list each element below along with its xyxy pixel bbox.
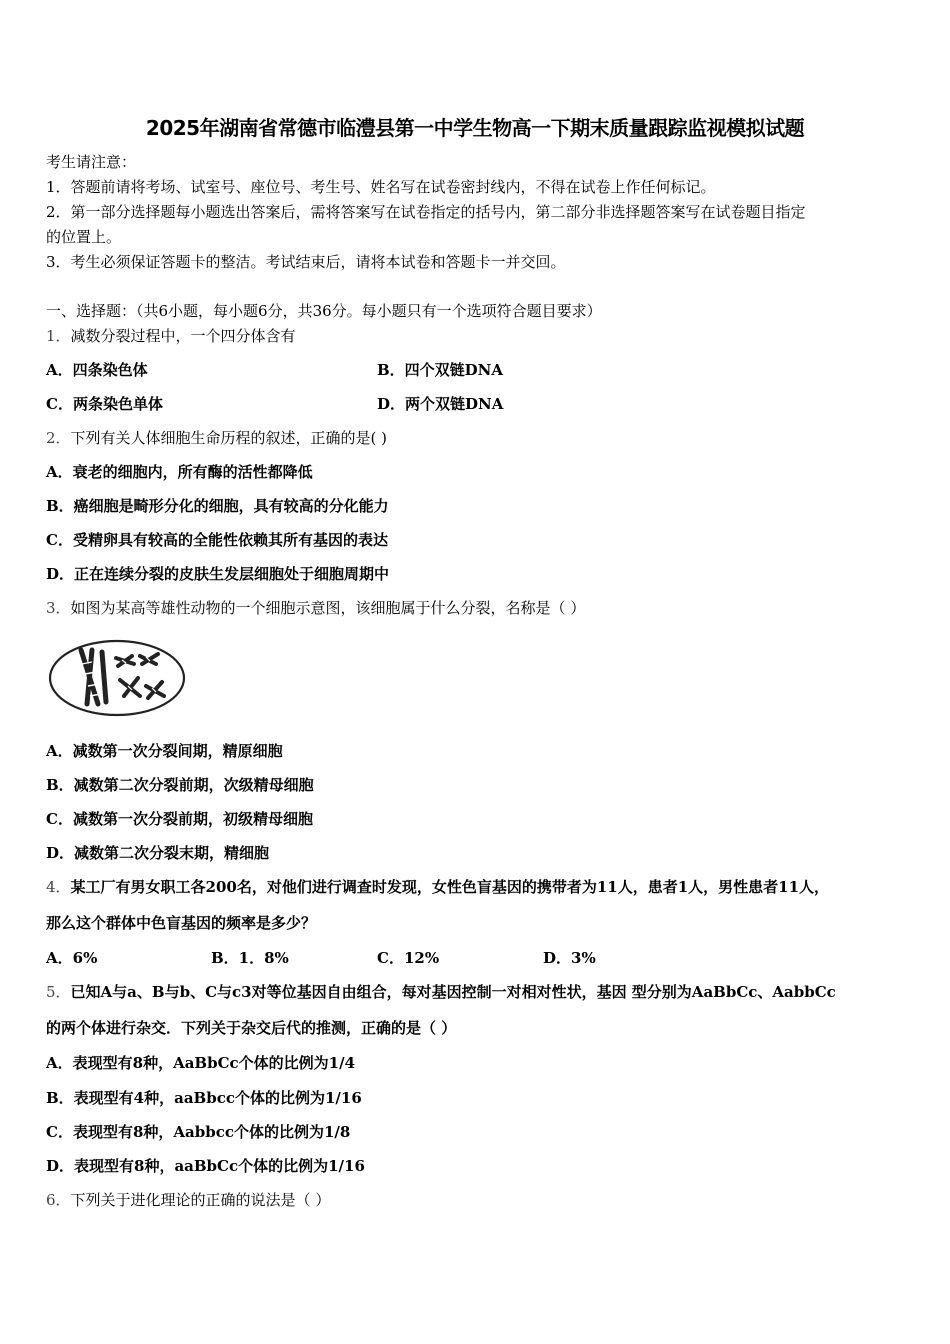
cell-membrane [50,641,184,715]
q1-option-b[interactable]: B．四个双链DNA [377,361,504,379]
q3-option-c[interactable]: C．减数第一次分裂前期，初级精母细胞 [46,810,313,828]
q4-option-a[interactable]: A．6% [46,949,98,967]
notice-item-3: 3．考生必须保证答题卡的整洁。考试结束后，请将本试卷和答题卡一并交回。 [46,253,566,271]
question-stem: 减数分裂过程中，一个四分体含有 [70,327,296,345]
q1-option-c[interactable]: C．两条染色单体 [46,395,163,413]
question-6 [46,1190,330,1210]
q3-option-a[interactable]: A．减数第一次分裂间期，精原细胞 [46,742,283,760]
q5-option-a[interactable]: A．表现型有8种，AaBbCc个体的比例为1/4 [46,1054,356,1072]
question-number: 3． [46,599,71,617]
cell-diagram [46,636,188,720]
question-4 [46,877,829,897]
q3-option-b[interactable]: B．减数第二次分裂前期，次级精母细胞 [46,776,314,794]
q2-option-b[interactable]: B．癌细胞是畸形分化的细胞，具有较高的分化能力 [46,497,389,515]
q5-option-c[interactable]: C．表现型有8种，Aabbcc个体的比例为1/8 [46,1123,351,1141]
notice-heading: 考生请注意： [46,153,137,171]
q5-option-d[interactable]: D．表现型有8种，aaBbCc个体的比例为1/16 [46,1157,365,1175]
question-5-stem-cont: 的两个体进行杂交．下列关于杂交后代的推测，正确的是（ ） [46,1019,457,1037]
question-number: 4． [46,878,71,896]
question-number: 5． [46,983,71,1001]
question-number: 1． [46,327,71,345]
q1-option-a[interactable]: A．四条染色体 [46,361,148,379]
q4-option-b[interactable]: B．1．8% [211,949,289,967]
q2-option-c[interactable]: C．受精卵具有较高的全能性依赖其所有基因的表达 [46,531,388,549]
notice-item-1: 1．答题前请将考场、试室号、座位号、考生号、姓名写在试卷密封线内，不得在试卷上作任何标记。 [46,178,716,196]
q2-option-d[interactable]: D．正在连续分裂的皮肤生发层细胞处于细胞周期中 [46,565,390,583]
question-stem: 下列有关人体细胞生命历程的叙述，正确的是( ) [70,429,388,447]
question-1 [46,326,296,346]
notice-item-2: 2．第一部分选择题每小题选出答案后，需将答案写在试卷指定的括号内，第二部分非选择题答案写在试卷题目指定 [46,203,806,221]
q2-option-a[interactable]: A．衰老的细胞内，所有酶的活性都降低 [46,463,313,481]
question-5 [46,982,836,1002]
q1-option-d[interactable]: D．两个双链DNA [377,395,504,413]
question-number: 2． [46,429,71,447]
question-4-stem-cont: 那么这个群体中色盲基因的频率是多少？ [46,914,317,932]
q4-option-d[interactable]: D．3% [543,949,596,967]
question-2 [46,428,387,448]
question-stem: 已知A与a、B与b、C与c3对等位基因自由组合，每对基因控制一对相对性状，基因 型分别为AaBbCc、AabbCc [70,983,836,1001]
question-3 [46,598,585,618]
q5-option-b[interactable]: B．表现型有4种，aaBbcc个体的比例为1/16 [46,1089,362,1107]
section-heading: 一、选择题：（共6小题，每小题6分，共36分。每小题只有一个选项符合题目要求） [46,302,602,320]
notice-item-2-cont: 的位置上。 [46,228,122,246]
question-stem: 某工厂有男女职工各200名，对他们进行调查时发现，女性色盲基因的携带者为11人，患者1人，男性患者11人， [70,878,830,896]
q3-option-d[interactable]: D．减数第二次分裂末期，精细胞 [46,844,270,862]
q4-option-c[interactable]: C．12% [377,949,440,967]
question-number: 6． [46,1191,71,1209]
question-stem: 如图为某高等雄性动物的一个细胞示意图，该细胞属于什么分裂，名称是（ ） [70,599,586,617]
page-title: 2025年湖南省常德市临澧县第一中学生物高一下期末质量跟踪监视模拟试题 [145,116,805,140]
question-stem: 下列关于进化理论的正确的说法是（ ） [70,1191,331,1209]
